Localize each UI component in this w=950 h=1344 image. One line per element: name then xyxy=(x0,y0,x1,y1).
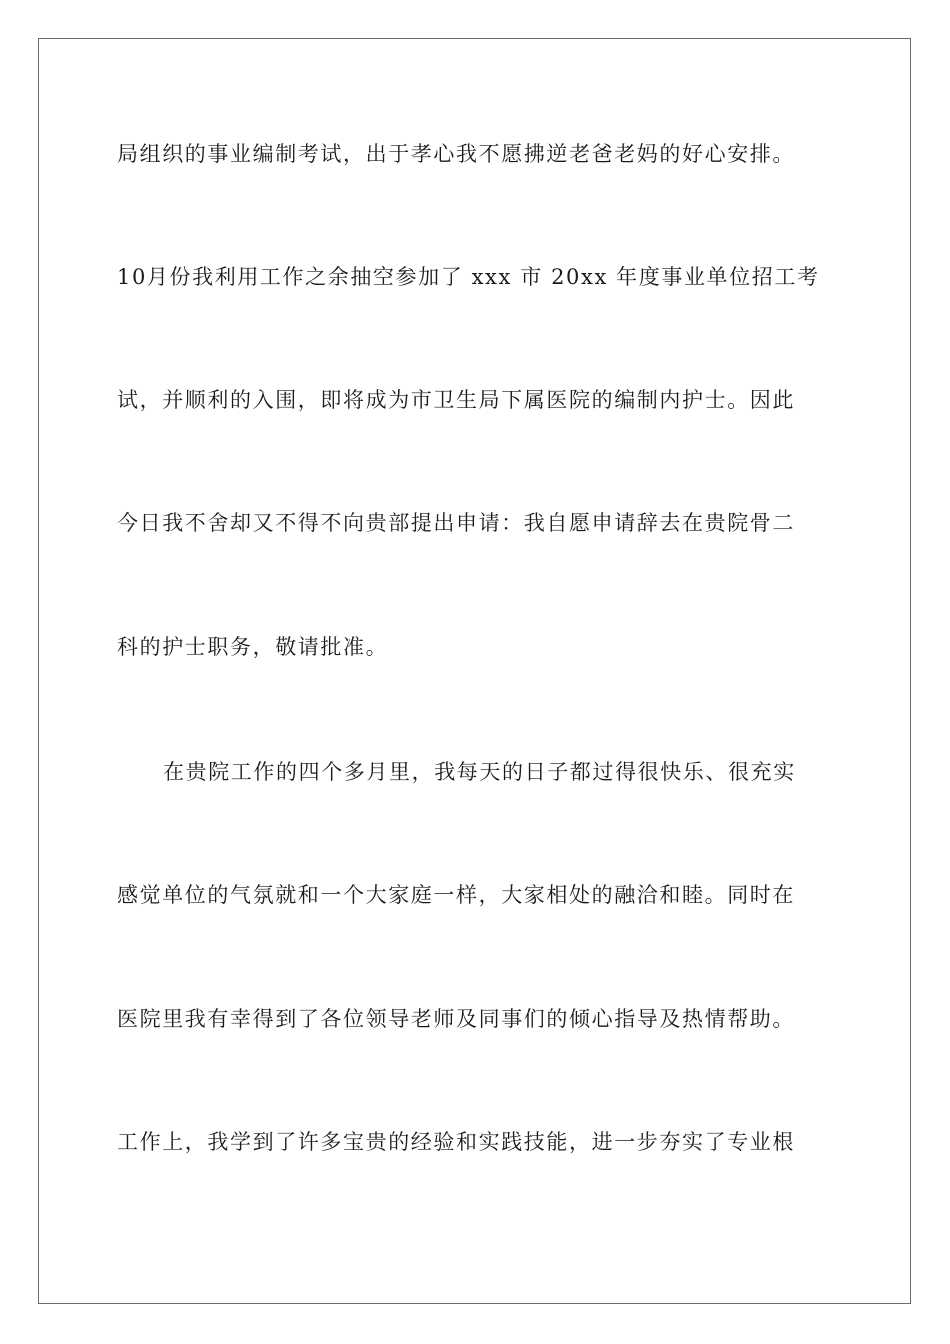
body-text-line: 试，并顺利的入围，即将成为市卫生局下属医院的编制内护士。因此 xyxy=(117,388,795,412)
body-text-line: 科的护士职务，敬请批准。 xyxy=(117,635,389,659)
body-text-line: 局组织的事业编制考试，出于孝心我不愿拂逆老爸老妈的好心安排。 xyxy=(117,142,795,166)
body-text-line: 今日我不舍却又不得不向贵部提出申请：我自愿申请辞去在贵院骨二 xyxy=(117,511,795,535)
body-text-line: 感觉单位的气氛就和一个大家庭一样，大家相处的融洽和睦。同时在 xyxy=(117,883,795,907)
body-text-line: 工作上，我学到了许多宝贵的经验和实践技能，进一步夯实了专业根 xyxy=(117,1130,795,1154)
body-text-line: 医院里我有幸得到了各位领导老师及同事们的倾心指导及热情帮助。 xyxy=(117,1007,795,1031)
paragraph-first-line: 在贵院工作的四个多月里，我每天的日子都过得很快乐、很充实 xyxy=(163,760,796,784)
page-frame xyxy=(38,38,911,1304)
body-text-line: 10月份我利用工作之余抽空参加了 xxx 市 20xx 年度事业单位招工考 xyxy=(117,265,820,289)
